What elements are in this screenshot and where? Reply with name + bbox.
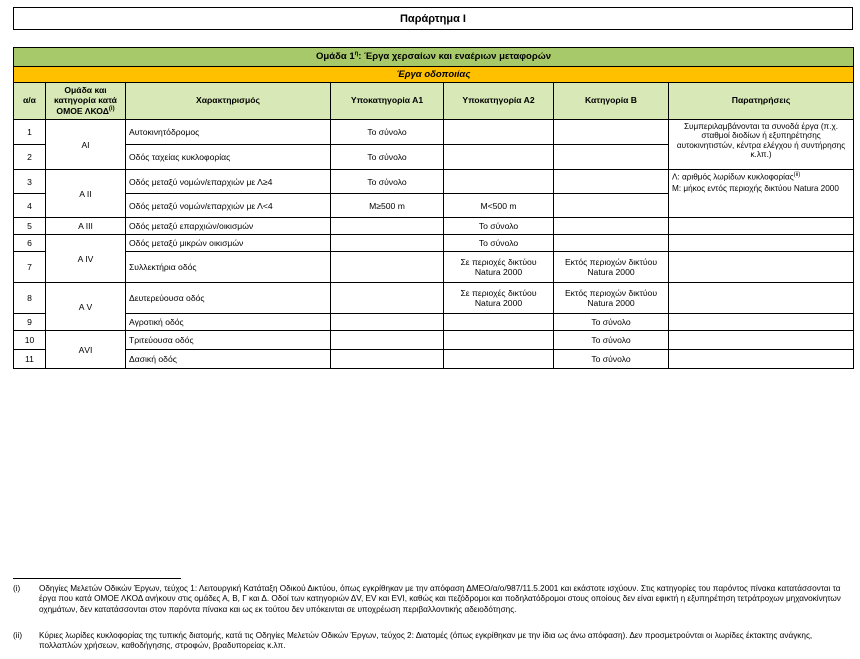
footnote-mark: (i) bbox=[13, 584, 21, 593]
cell-category: Α ΙΙΙ bbox=[46, 218, 126, 235]
cell-aa: 1 bbox=[14, 120, 46, 145]
col-header-omada: Ομάδα και κατηγορία κατά ΟΜΟΕ ΛΚΟΔ$^{(i)}$ bbox=[46, 83, 126, 120]
cell-b bbox=[554, 218, 669, 235]
col-header-b: Κατηγορία Β bbox=[554, 83, 669, 120]
cell-category: Α ΙV bbox=[46, 235, 126, 283]
cell-b bbox=[554, 170, 669, 194]
table-row bbox=[14, 235, 854, 252]
table-row bbox=[14, 170, 854, 194]
cell-aa: 10 bbox=[14, 331, 46, 350]
subgroup-title: Έργα οδοποιίας bbox=[14, 67, 854, 83]
cell-a1: Το σύνολο bbox=[331, 120, 444, 145]
cell-notes-empty bbox=[669, 235, 854, 252]
table-row bbox=[14, 350, 854, 369]
cell-a1 bbox=[331, 235, 444, 252]
table-row bbox=[14, 283, 854, 314]
cell-aa: 11 bbox=[14, 350, 46, 369]
cell-xarakt: Αγροτική οδός bbox=[126, 314, 331, 331]
cell-xarakt: Οδός μεταξύ μικρών οικισμών bbox=[126, 235, 331, 252]
cell-a1: Μ≥500 m bbox=[331, 194, 444, 218]
footnote-i bbox=[13, 584, 848, 615]
cell-a2: Σε περιοχές δικτύου Natura 2000 bbox=[444, 283, 554, 314]
cell-category: ΑVΙ bbox=[46, 331, 126, 369]
cell-a1: Το σύνολο bbox=[331, 145, 444, 170]
page-title-text: Παράρτημα Ι bbox=[399, 12, 466, 25]
cell-notes-empty bbox=[669, 350, 854, 369]
table-row bbox=[14, 218, 854, 235]
cell-b bbox=[554, 194, 669, 218]
cell-a1 bbox=[331, 218, 444, 235]
cell-b: Το σύνολο bbox=[554, 314, 669, 331]
cell-a2 bbox=[444, 331, 554, 350]
cell-aa: 5 bbox=[14, 218, 46, 235]
cell-a2 bbox=[444, 350, 554, 369]
cell-xarakt: Οδός μεταξύ νομών/επαρχιών με Λ<4 bbox=[126, 194, 331, 218]
cell-a2 bbox=[444, 170, 554, 194]
footnote-ii bbox=[13, 631, 848, 652]
cell-xarakt: Δευτερεύουσα οδός bbox=[126, 283, 331, 314]
page-title bbox=[13, 7, 853, 30]
subgroup-header-row bbox=[14, 67, 854, 83]
projects-table bbox=[13, 47, 854, 369]
col-header-a1: Υποκατηγορία Α1 bbox=[331, 83, 444, 120]
cell-a1: Το σύνολο bbox=[331, 170, 444, 194]
column-header-row bbox=[14, 83, 854, 120]
col-header-a2: Υποκατηγορία Α2 bbox=[444, 83, 554, 120]
cell-a2 bbox=[444, 314, 554, 331]
footnote-separator bbox=[13, 578, 181, 579]
footnote-text: Οδηγίες Μελετών Οδικών Έργων, τεύχος 1: Λειτουργική Κατάταξη Οδικού Δικτύου, όπως εγκρίθηκαν με την απόφαση ΔΜΕΟ/α/ο/987/11.5.2001 και εκάστοτε ισχύουν. Στις κατηγορίες του παρόντος πίνακα κατατάσσονται τα έργα που κατά ΟΜΟΕ ΛΚΟΔ ανήκουν στις ομάδες Α, Β, Γ και Δ. Οδοί των κατηγοριών ΔV, ΕV και ΕVΙ, καθώς και πεζόδρομοι και ποδηλατόδρομοι στους οποίους δεν είναι εφικτή η εξυπηρέτηση τετράτροχων μηχανοκίνητων οχημάτων, δεν κατατάσσονται στον παρόντα πίνακα και ως εκ τούτου δεν υπόκεινται σε υποχρέωση περιβαλλοντικής αδειοδότησης. bbox=[39, 584, 841, 614]
table-row bbox=[14, 252, 854, 283]
table-row bbox=[14, 331, 854, 350]
table-row bbox=[14, 120, 854, 145]
cell-notes-empty bbox=[669, 252, 854, 283]
cell-a1 bbox=[331, 314, 444, 331]
cell-xarakt: Αυτοκινητόδρομος bbox=[126, 120, 331, 145]
cell-aa: 2 bbox=[14, 145, 46, 170]
cell-b bbox=[554, 120, 669, 145]
col-header-notes: Παρατηρήσεις bbox=[669, 83, 854, 120]
footnote-text: Κύριες λωρίδες κυκλοφορίας της τυπικής διατομής, κατά τις Οδηγίες Μελετών Οδικών Έργων, τεύχος 2: Διατομές (όπως εγκρίθηκαν με την ίδια ως άνω απόφαση). Δεν προσμετρούνται οι λωρίδες έκτακτης ανάγκης, πολλαπλών χρήσεων, καθοδήγησης, στροφών, βραδυπορείας κ.λπ. bbox=[39, 631, 813, 651]
group-title: Ομάδα $1^\eta$: Έργα χερσαίων και εναέριων μεταφορών bbox=[14, 48, 854, 67]
cell-category: Α ΙΙ bbox=[46, 170, 126, 218]
cell-xarakt: Οδός ταχείας κυκλοφορίας bbox=[126, 145, 331, 170]
cell-xarakt: Τριτεύουσα οδός bbox=[126, 331, 331, 350]
cell-b: Το σύνολο bbox=[554, 331, 669, 350]
cell-xarakt: Οδός μεταξύ νομών/επαρχιών με Λ≥4 bbox=[126, 170, 331, 194]
cell-aa: 6 bbox=[14, 235, 46, 252]
cell-a1 bbox=[331, 350, 444, 369]
cell-aa: 4 bbox=[14, 194, 46, 218]
note-mu: Μ: μήκος εντός περιοχής δικτύου Natura 2000 bbox=[672, 184, 839, 194]
cell-notes-empty bbox=[669, 218, 854, 235]
cell-aa: 8 bbox=[14, 283, 46, 314]
cell-notes-empty bbox=[669, 283, 854, 314]
cell-category: ΑΙ bbox=[46, 120, 126, 170]
cell-notes-empty bbox=[669, 314, 854, 331]
cell-xarakt: Οδός μεταξύ επαρχιών/οικισμών bbox=[126, 218, 331, 235]
cell-category: Α V bbox=[46, 283, 126, 331]
cell-a1 bbox=[331, 331, 444, 350]
cell-b: Το σύνολο bbox=[554, 350, 669, 369]
note-lambda: Λ: αριθμός λωρίδων κυκλοφορίας$^{(ii)}$ bbox=[672, 172, 801, 182]
cell-b: Εκτός περιοχών δικτύου Natura 2000 bbox=[554, 283, 669, 314]
cell-xarakt: Συλλεκτήρια οδός bbox=[126, 252, 331, 283]
cell-aa: 9 bbox=[14, 314, 46, 331]
table-row bbox=[14, 314, 854, 331]
cell-aa: 3 bbox=[14, 170, 46, 194]
cell-a2: Το σύνολο bbox=[444, 235, 554, 252]
footnote-mark: (ii) bbox=[13, 631, 23, 640]
cell-a2: Το σύνολο bbox=[444, 218, 554, 235]
cell-notes-empty bbox=[669, 331, 854, 350]
cell-a2: Σε περιοχές δικτύου Natura 2000 bbox=[444, 252, 554, 283]
cell-a1 bbox=[331, 283, 444, 314]
cell-b bbox=[554, 145, 669, 170]
col-header-xarakt: Χαρακτηρισμός bbox=[126, 83, 331, 120]
group-header-row bbox=[14, 48, 854, 67]
cell-b bbox=[554, 235, 669, 252]
cell-a2: Μ<500 m bbox=[444, 194, 554, 218]
cell-aa: 7 bbox=[14, 252, 46, 283]
cell-notes: Συμπεριλαμβάνονται τα συνοδά έργα (π.χ. σταθμοί διοδίων ή εξυπηρέτησης αυτοκινητιστών, κέντρα ελέγχου ή συντήρησης κ.λπ.) bbox=[669, 120, 854, 170]
col-header-aa: α/α bbox=[14, 83, 46, 120]
cell-notes bbox=[669, 170, 854, 218]
cell-a2 bbox=[444, 145, 554, 170]
cell-a2 bbox=[444, 120, 554, 145]
cell-b: Εκτός περιοχών δικτύου Natura 2000 bbox=[554, 252, 669, 283]
cell-xarakt: Δασική οδός bbox=[126, 350, 331, 369]
cell-a1 bbox=[331, 252, 444, 283]
